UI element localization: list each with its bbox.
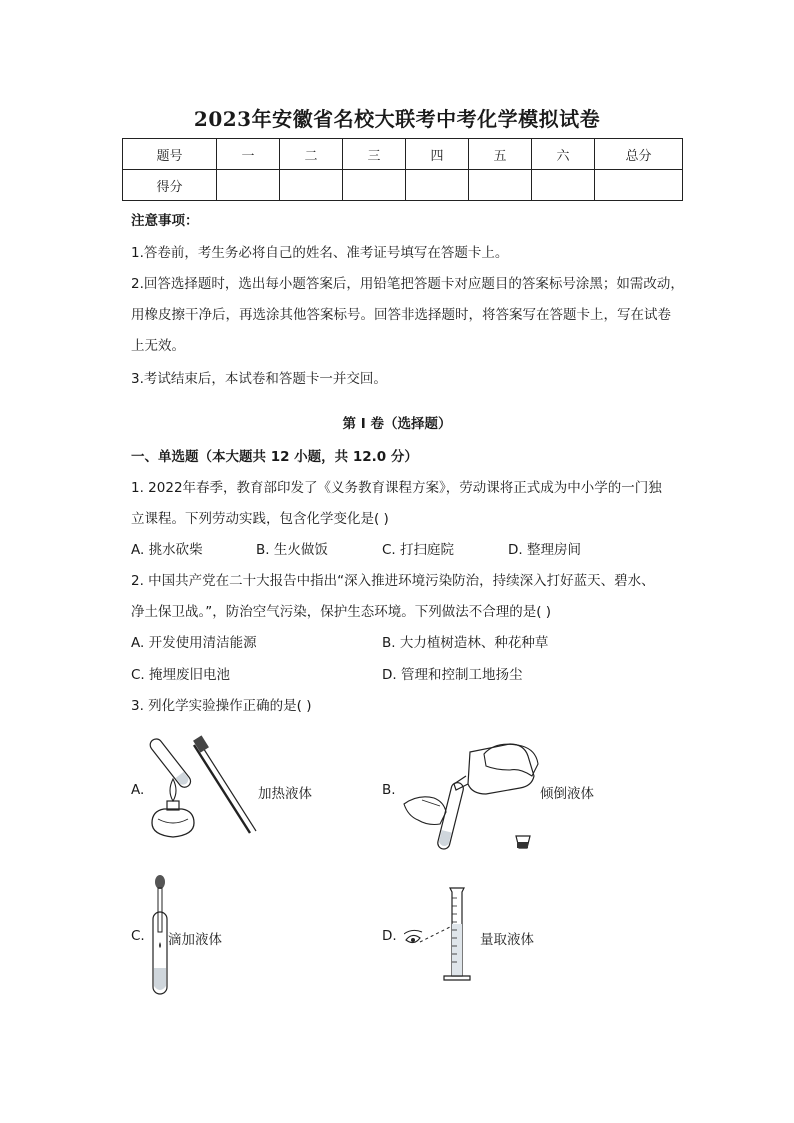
score-input-cell[interactable] (595, 170, 683, 201)
score-cell: 三 (343, 139, 406, 170)
q1-option-c[interactable]: C. 打扫庭院 (382, 542, 455, 558)
q3-option-d-caption: 量取液体 (480, 932, 534, 948)
score-input-cell[interactable] (406, 170, 469, 201)
exam-title: 2023年安徽省名校大联考中考化学模拟试卷 (193, 107, 601, 131)
q2-option-b[interactable]: B. 大力植树造林、种花种草 (382, 635, 549, 651)
q3-option-a-letter[interactable]: A. (131, 782, 145, 798)
q1-option-a[interactable]: A. 挑水砍柴 (131, 542, 203, 558)
question-1-text: 1. 2022年春季，教育部印发了《义务教育课程方案》，劳动课将正式成为中小学的一门独 (131, 480, 662, 496)
score-input-cell[interactable] (343, 170, 406, 201)
score-cell: 总分 (595, 139, 683, 170)
q1-option-b[interactable]: B. 生火做饭 (256, 542, 328, 558)
q1-option-d[interactable]: D. 整理房间 (508, 542, 581, 558)
q3-option-b-caption: 倾倒液体 (540, 786, 594, 802)
q3-option-b-letter[interactable]: B. (382, 782, 396, 798)
score-cell: 四 (406, 139, 469, 170)
section-title: 第 I 卷（选择题） (342, 416, 452, 432)
question-2-text: 2. 中国共产党在二十大报告中指出“深入推进环境污染防治，持续深入打好蓝天、碧水、 (131, 573, 655, 589)
score-cell: 题号 (123, 139, 217, 170)
score-input-cell[interactable] (280, 170, 343, 201)
question-2-text: 净土保卫战。”，防治空气污染，保护生态环境。下列做法不合理的是( ) (131, 604, 552, 620)
heating-liquid-figure (140, 735, 260, 850)
q3-option-c-letter[interactable]: C. (131, 928, 145, 944)
part-heading: 一、单选题（本大题共 12 小题，共 12.0 分） (131, 449, 418, 465)
q2-option-a[interactable]: A. 开发使用清洁能源 (131, 635, 257, 651)
notice-item: 用橡皮擦干净后，再选涂其他答案标号。回答非选择题时，将答案写在答题卡上，写在试卷 (131, 307, 671, 323)
notice-item: 3.考试结束后，本试卷和答题卡一并交回。 (131, 371, 387, 387)
measuring-liquid-figure (404, 884, 480, 984)
score-input-cell[interactable] (217, 170, 280, 201)
q3-option-a-caption: 加热液体 (258, 786, 312, 802)
q3-option-c-caption: 滴加液体 (168, 932, 222, 948)
score-cell: 五 (469, 139, 532, 170)
notice-item: 2.回答选择题时，选出每小题答案后，用铅笔把答题卡对应题目的答案标号涂黑；如需改动， (131, 276, 684, 292)
score-table-score-row (123, 170, 683, 201)
q2-option-c[interactable]: C. 掩埋废旧电池 (131, 667, 231, 683)
score-cell: 六 (532, 139, 595, 170)
score-cell: 一 (217, 139, 280, 170)
score-input-cell[interactable] (532, 170, 595, 201)
question-1-text: 立课程。下列劳动实践，包含化学变化是( ) (131, 511, 389, 527)
score-cell: 二 (280, 139, 343, 170)
pouring-liquid-figure (400, 740, 540, 855)
notice-heading: 注意事项： (131, 213, 199, 229)
notice-item: 1.答卷前，考生务必将自己的姓名、准考证号填写在答题卡上。 (131, 245, 509, 261)
score-row-label: 得分 (123, 170, 217, 201)
notice-item: 上无效。 (131, 338, 185, 354)
q2-option-d[interactable]: D. 管理和控制工地扬尘 (382, 667, 523, 683)
score-table-header-row (123, 139, 683, 170)
score-table (122, 138, 683, 201)
score-input-cell[interactable] (469, 170, 532, 201)
q3-option-d-letter[interactable]: D. (382, 928, 397, 944)
question-3-text: 3. 列化学实验操作正确的是( ) (131, 698, 312, 714)
